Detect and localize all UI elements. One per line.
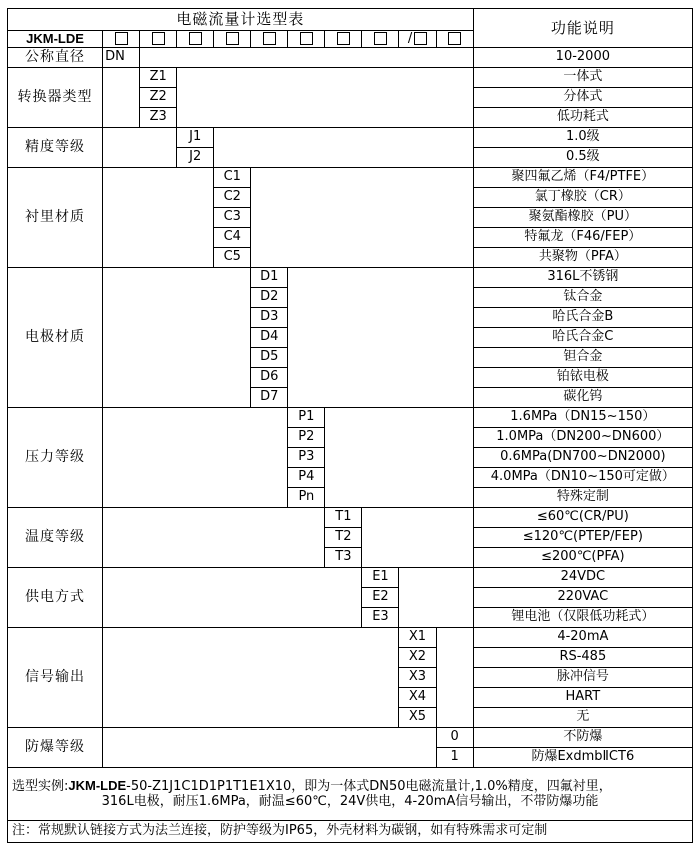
option-code: X5 — [399, 708, 436, 728]
option-code: X4 — [399, 688, 436, 708]
option-value: 分体式 — [473, 88, 692, 108]
model-checkbox-cell — [399, 31, 436, 48]
option-value: 1.0MPa（DN200~DN600） — [473, 428, 692, 448]
option-value: 氯丁橡胶（CR） — [473, 188, 692, 208]
option-value: 0.5级 — [473, 148, 692, 168]
option-value: 0.6MPa(DN700~DN2000) — [473, 448, 692, 468]
checkbox-icon — [337, 32, 350, 45]
option-code: X2 — [399, 648, 436, 668]
option-code: 0 — [436, 728, 473, 748]
spacer-cell — [103, 628, 399, 728]
example-model-code: JKM-LDE — [68, 778, 127, 794]
option-code: P4 — [288, 468, 325, 488]
group-label-temperature-rating: 温度等级 — [8, 508, 103, 568]
selection-example-line1 — [8, 779, 692, 794]
spacer-cell — [103, 128, 177, 168]
option-value: 特殊定制 — [473, 488, 692, 508]
selection-example-cell — [8, 768, 693, 821]
group-label-explosion-proof-rating: 防爆等级 — [8, 728, 103, 768]
model-checkbox-cell — [140, 31, 177, 48]
spacer-cell — [177, 68, 473, 128]
group-label-power-supply: 供电方式 — [8, 568, 103, 628]
option-code: X3 — [399, 668, 436, 688]
spacer-cell — [436, 628, 473, 728]
checkbox-icon — [152, 32, 165, 45]
note-row: 注：常规默认链接方式为法兰连接，防护等级为IP65，外壳材料为碳钢，如有特殊需求可定制 — [8, 821, 693, 843]
option-value: 碳化钨 — [473, 388, 692, 408]
group-label-pressure-rating: 压力等级 — [8, 408, 103, 508]
option-code: J2 — [177, 148, 214, 168]
option-value: 脉冲信号 — [473, 668, 692, 688]
model-checkbox-cell — [362, 31, 399, 48]
option-code: Z3 — [140, 108, 177, 128]
model-prefix: JKM-LDE — [8, 31, 103, 48]
spacer-cell — [214, 128, 473, 168]
option-value: 聚氨酯橡胶（PU） — [473, 208, 692, 228]
example-prefix: 选型实例: — [12, 779, 69, 795]
spacer-cell — [325, 408, 473, 508]
example-description: -50-Z1J1C1D1P1T1E1X10，即为一体式DN50电磁流量计,1.0%精度，四氟衬里， — [126, 779, 612, 795]
group-label-accuracy-class: 精度等级 — [8, 128, 103, 168]
slash-separator: / — [407, 30, 413, 46]
option-code: D5 — [251, 348, 288, 368]
flowmeter-selection-table — [7, 8, 693, 843]
option-code: D2 — [251, 288, 288, 308]
option-value: 共聚物（PFA） — [473, 248, 692, 268]
option-code: C2 — [214, 188, 251, 208]
option-value: 不防爆 — [473, 728, 692, 748]
option-code: D1 — [251, 268, 288, 288]
selection-example-line2: 316L电极，耐压1.6MPa，耐温≤60℃，24V供电，4-20mA信号输出，不带防爆功能 — [101, 793, 599, 809]
option-value: 防爆ExdmbⅡCT6 — [473, 748, 692, 768]
option-code: 1 — [436, 748, 473, 768]
option-value: ≤200℃(PFA) — [473, 548, 692, 568]
option-code: J1 — [177, 128, 214, 148]
checkbox-icon — [263, 32, 276, 45]
option-code: DN — [103, 48, 140, 68]
checkbox-icon — [226, 32, 239, 45]
option-code: D4 — [251, 328, 288, 348]
option-value: 聚四氟乙烯（F4/PTFE） — [473, 168, 692, 188]
option-code: X1 — [399, 628, 436, 648]
group-label-converter-type: 转换器类型 — [8, 68, 103, 128]
option-value: 316L不锈钢 — [473, 268, 692, 288]
option-value: ≤60℃(CR/PU) — [473, 508, 692, 528]
function-description-header: 功能说明 — [473, 9, 692, 48]
option-code: Z1 — [140, 68, 177, 88]
option-code: E3 — [362, 608, 399, 628]
option-value: 哈氏合金C — [473, 328, 692, 348]
spacer-cell — [103, 408, 288, 508]
option-value: 220VAC — [473, 588, 692, 608]
option-code: P1 — [288, 408, 325, 428]
option-code: Z2 — [140, 88, 177, 108]
row-label-nominal-diameter: 公称直径 — [8, 48, 103, 68]
option-code: C5 — [214, 248, 251, 268]
option-code: E2 — [362, 588, 399, 608]
option-value: 4-20mA — [473, 628, 692, 648]
option-code: C3 — [214, 208, 251, 228]
spacer-cell — [288, 268, 473, 408]
option-code: C4 — [214, 228, 251, 248]
spacer-cell — [103, 168, 214, 268]
spacer-cell — [362, 508, 473, 568]
model-checkbox-cell — [214, 31, 251, 48]
spacer-cell — [251, 168, 473, 268]
option-code: D6 — [251, 368, 288, 388]
model-checkbox-cell — [177, 31, 214, 48]
option-value: 哈氏合金B — [473, 308, 692, 328]
option-value: 无 — [473, 708, 692, 728]
checkbox-icon — [300, 32, 313, 45]
option-code: T2 — [325, 528, 362, 548]
spacer-cell — [103, 68, 140, 128]
option-value: 10-2000 — [473, 48, 692, 68]
model-checkbox-cell — [325, 31, 362, 48]
option-code: P2 — [288, 428, 325, 448]
option-value: 1.6MPa（DN15~150） — [473, 408, 692, 428]
table-title: 电磁流量计选型表 — [8, 9, 474, 31]
model-checkbox-cell — [436, 31, 473, 48]
option-value: 24VDC — [473, 568, 692, 588]
option-value: RS-485 — [473, 648, 692, 668]
option-value: 钛合金 — [473, 288, 692, 308]
option-value: HART — [473, 688, 692, 708]
option-value: 一体式 — [473, 68, 692, 88]
spacer-cell — [140, 48, 474, 68]
option-code: D7 — [251, 388, 288, 408]
option-code: D3 — [251, 308, 288, 328]
spacer-cell — [103, 508, 325, 568]
option-value: 低功耗式 — [473, 108, 692, 128]
option-code: E1 — [362, 568, 399, 588]
option-value: ≤120℃(PTEP/FEP) — [473, 528, 692, 548]
option-value: 锂电池（仅限低功耗式） — [473, 608, 692, 628]
checkbox-icon — [448, 32, 461, 45]
checkbox-icon — [414, 32, 427, 45]
spacer-cell — [103, 568, 362, 628]
option-value: 铂铱电极 — [473, 368, 692, 388]
group-label-electrode-material: 电极材质 — [8, 268, 103, 408]
option-code: T3 — [325, 548, 362, 568]
model-checkbox-cell — [288, 31, 325, 48]
checkbox-icon — [189, 32, 202, 45]
model-checkbox-cell — [103, 31, 140, 48]
option-code: T1 — [325, 508, 362, 528]
option-code: C1 — [214, 168, 251, 188]
group-label-lining-material: 衬里材质 — [8, 168, 103, 268]
option-code: P3 — [288, 448, 325, 468]
spacer-cell — [103, 728, 436, 768]
model-checkbox-cell — [251, 31, 288, 48]
checkbox-icon — [115, 32, 128, 45]
option-code: Pn — [288, 488, 325, 508]
spacer-cell — [103, 268, 251, 408]
group-label-signal-output: 信号输出 — [8, 628, 103, 728]
option-value: 1.0级 — [473, 128, 692, 148]
checkbox-icon — [374, 32, 387, 45]
spacer-cell — [399, 568, 473, 628]
option-value: 特氟龙（F46/FEP） — [473, 228, 692, 248]
option-value: 4.0MPa（DN10~150可定做） — [473, 468, 692, 488]
option-value: 钽合金 — [473, 348, 692, 368]
